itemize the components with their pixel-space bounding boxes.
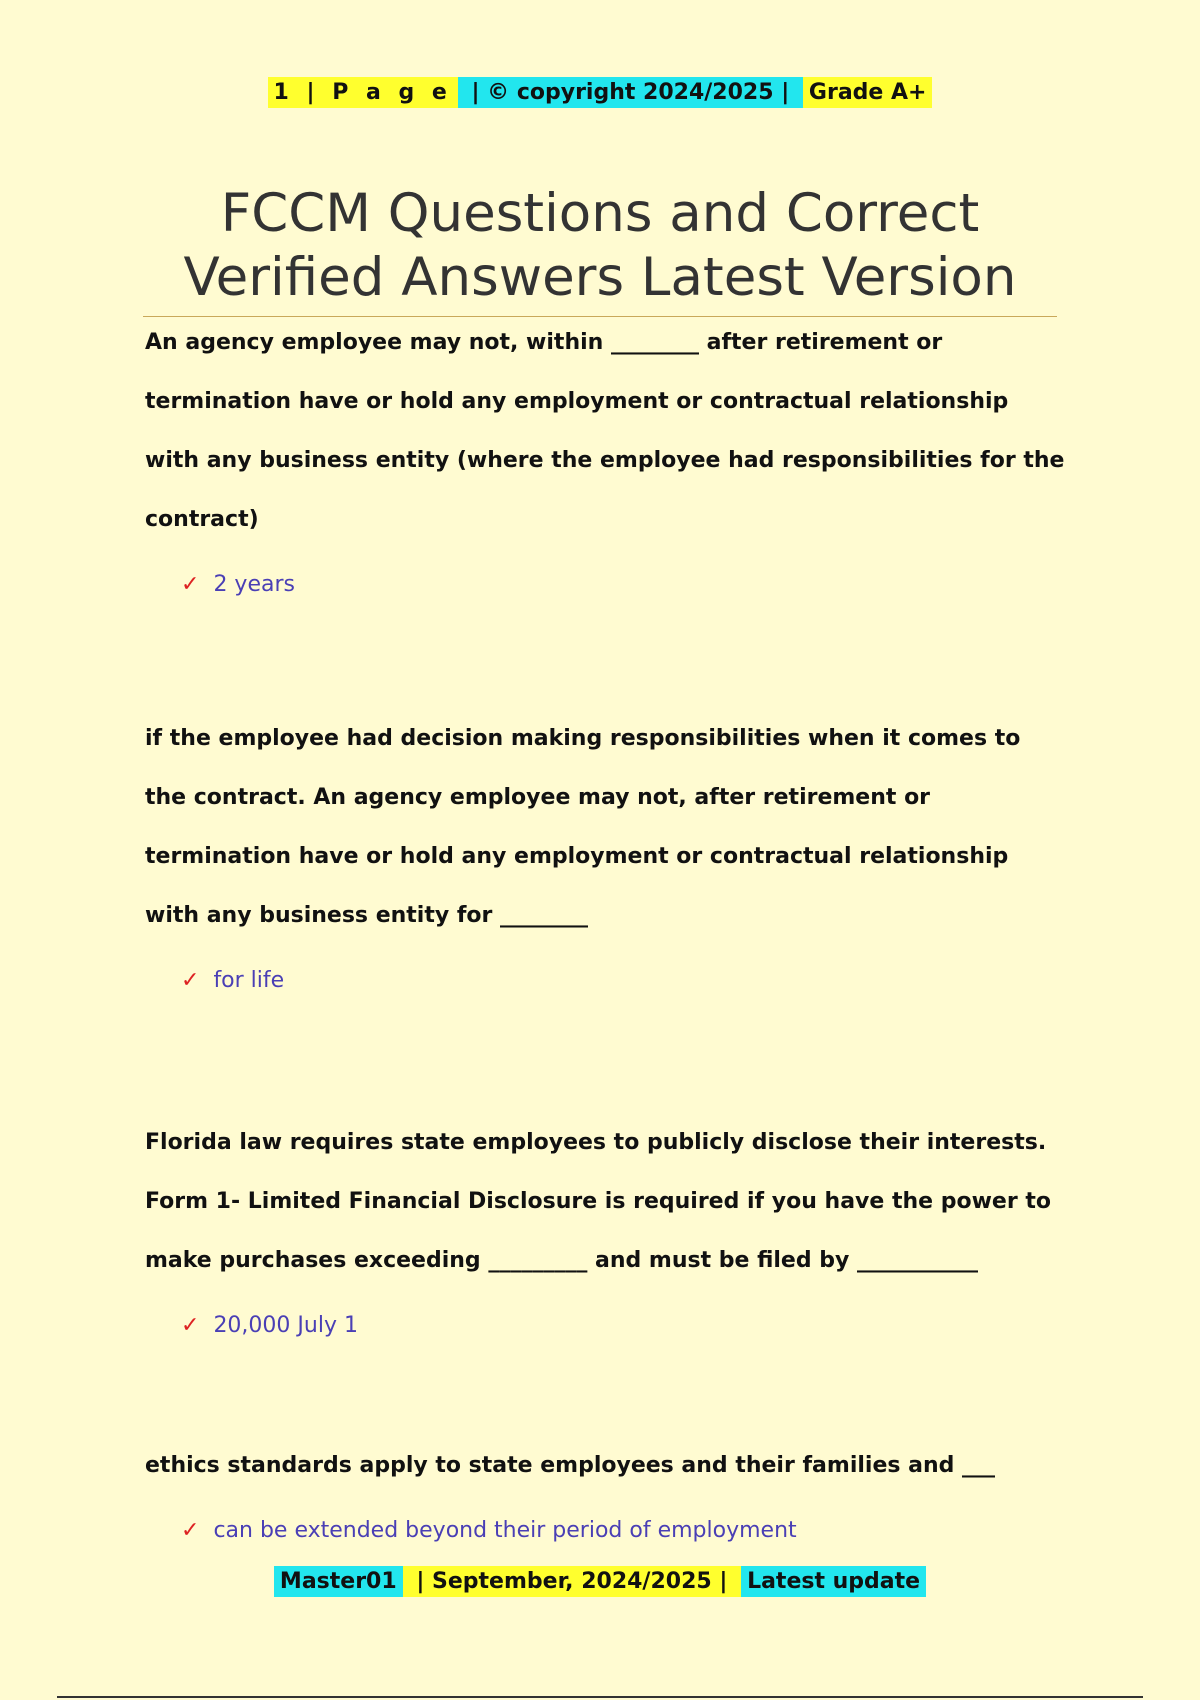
document-title [0, 182, 1200, 310]
answer-text: 20,000 July 1 [213, 1313, 358, 1338]
checkmark-icon: ✓ [181, 968, 200, 993]
answer-1 [181, 563, 1065, 607]
copyright-notice: | © copyright 2024/2025 | [458, 77, 803, 108]
question-3: Florida law requires state employees to publicly disclose their interests. Form 1- Limited Financial Disclosure is required if you have the power to make purchases exceeding _________ and must be filed by ___________ [145, 1130, 1051, 1273]
answer-text: 2 years [213, 572, 295, 597]
page-footer [0, 1567, 1200, 1597]
qa-list [145, 313, 1065, 1553]
answer-text: for life [213, 968, 285, 993]
question-1: An agency employee may not, within ________ after retirement or termination have or hold any employment or contractual relationship with any business entity (where the employee had responsibilities for the contract) [145, 330, 1065, 532]
grade-badge: Grade A+ [803, 77, 933, 108]
question-2: if the employee had decision making responsibilities when it comes to the contract. An agency employee may not, after retirement or termination have or hold any employment or contractual relationship with any business entity for ________ [145, 726, 1021, 928]
page-header [0, 78, 1200, 108]
title-line-2: Verified Answers Latest Version [183, 247, 1017, 308]
checkmark-icon: ✓ [181, 1313, 200, 1338]
page-number: 1 | P a g e [268, 77, 458, 108]
answer-4 [181, 1509, 1065, 1553]
answer-2 [181, 959, 1065, 1003]
footer-date: | September, 2024/2025 | [403, 1566, 741, 1597]
checkmark-icon: ✓ [181, 1518, 200, 1543]
answer-text: can be extended beyond their period of employment [213, 1518, 797, 1543]
checkmark-icon: ✓ [181, 572, 200, 597]
question-4: ethics standards apply to state employees and their families and ___ [145, 1453, 996, 1478]
title-line-1: FCCM Questions and Correct [220, 183, 980, 244]
bottom-divider [57, 1696, 1143, 1698]
author-tag: Master01 [274, 1566, 403, 1597]
latest-update-tag: Latest update [741, 1566, 926, 1597]
answer-3 [181, 1304, 1065, 1348]
